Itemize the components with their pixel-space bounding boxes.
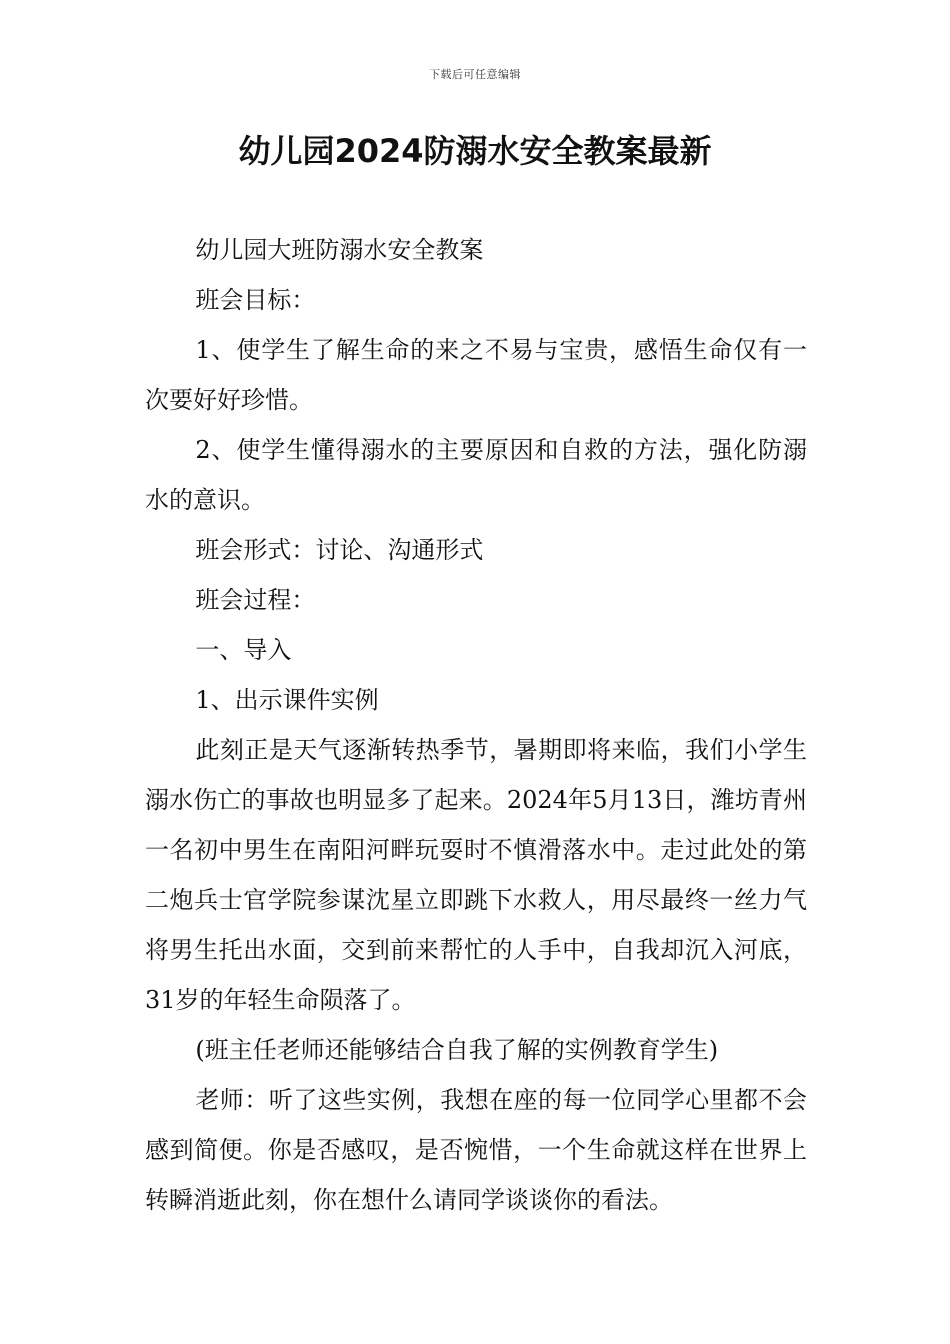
paragraph: 1、出示课件实例 — [195, 686, 379, 714]
paragraph: 幼儿园大班防溺水安全教案 — [195, 236, 484, 264]
header-note: 下载后可任意编辑 — [429, 68, 521, 81]
document-body — [145, 225, 807, 1225]
document-title: 幼儿园2024防溺水安全教案最新 — [238, 132, 712, 170]
paragraph: 2、使学生懂得溺水的主要原因和自救的方法，强化防溺水的意识。 — [145, 436, 807, 514]
paragraph: 老师：听了这些实例，我想在座的每一位同学心里都不会感到简便。你是否感叹，是否惋惜，一个生命就这样在世界上转瞬消逝此刻，你在想什么请同学谈谈你的看法。 — [145, 1086, 807, 1214]
paragraph: 班会目标： — [195, 286, 316, 314]
paragraph: 一、导入 — [195, 636, 292, 664]
paragraph: (班主任老师还能够结合自我了解的实例教育学生) — [195, 1036, 719, 1064]
paragraph: 1、使学生了解生命的来之不易与宝贵，感悟生命仅有一次要好好珍惜。 — [145, 336, 807, 414]
paragraph: 班会过程： — [195, 586, 316, 614]
paragraph: 班会形式：讨论、沟通形式 — [195, 536, 484, 564]
paragraph: 此刻正是天气逐渐转热季节，暑期即将来临，我们小学生溺水伤亡的事故也明显多了起来。2024年5月13日，潍坊青州一名初中男生在南阳河畔玩耍时不慎滑落水中。走过此处的第二炮兵士官学院参谋沈星立即跳下水救人，用尽最终一丝力气将男生托出水面，交到前来帮忙的人手中，自我却沉入河底，31岁的年轻生命陨落了。 — [145, 736, 807, 1014]
